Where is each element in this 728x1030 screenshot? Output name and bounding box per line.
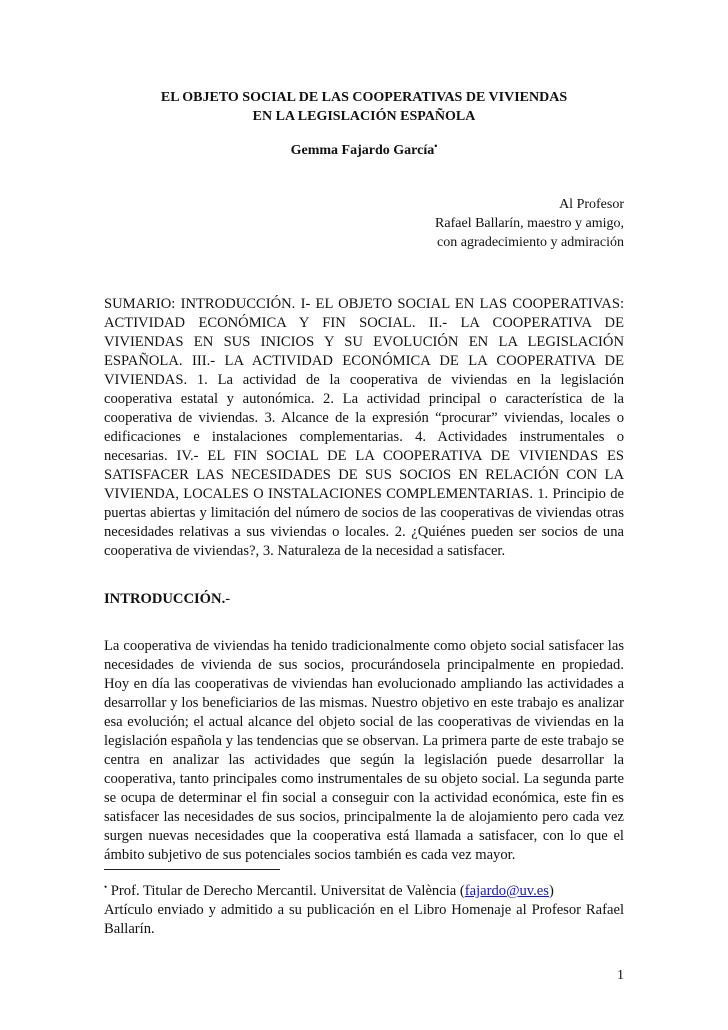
author-text: Gemma Fajardo García xyxy=(290,143,435,158)
footnote-line-2: Artículo enviado y admitido a su publicación en el Libro Homenaje al Profesor Rafael Ballarín. xyxy=(104,902,624,937)
footnote-mark: • xyxy=(104,882,108,892)
footnote-text-end: ) xyxy=(548,883,554,899)
author-email-link[interactable]: fajardo@uv.es xyxy=(464,883,549,899)
author-name xyxy=(104,141,624,159)
dedication-line: Al Profesor xyxy=(559,197,624,212)
paper-title-line-1: EL OBJETO SOCIAL DE LAS COOPERATIVAS DE VIVIENDAS xyxy=(160,90,568,105)
footnote-text: Prof. Titular de Derecho Mercantil. Universitat de València ( xyxy=(107,883,465,899)
section-heading-suffix: - xyxy=(225,591,231,607)
dedication-line: Rafael Ballarín, maestro y amigo, xyxy=(435,216,624,231)
section-heading-text: INTRODUCCIÓN. xyxy=(104,591,226,607)
introduction-paragraph: La cooperativa de viviendas ha tenido tradicionalmente como objeto social satisfacer las necesidades de vivienda de sus socios, procurándosela principalmente en propiedad. Hoy en día las cooperativas de viviendas han evolucionado ampliando las actividades a desarrollar y los beneficiarios de las mismas. Nuestro objetivo en este trabajo es analizar esa evolución; el actual alcance del objeto social de las cooperativas de viviendas en la legislación española y las tendencias que se observan. La primera parte de este trabajo se centra en analizar las actividades que según la legislación puede desarrollar la cooperativa, tanto principales como instrumentales de su objeto social. La segunda parte se ocupa de determinar el fin social a conseguir con la actividad económica, este fin es satisfacer las necesidades de sus socios, principalmente la de alojamiento pero cada vez surgen nuevas necesidades que la cooperativa está llamada a satisfacer, con lo que el ámbito subjetivo de sus potenciales socios también es cada vez mayor. xyxy=(104,638,624,863)
summary-paragraph: SUMARIO: INTRODUCCIÓN. I- EL OBJETO SOCIAL EN LAS COOPERATIVAS: ACTIVIDAD ECONÓMICA Y FIN SOCIAL. II.- LA COOPERATIVA DE VIVIENDAS EN SUS INICIOS Y SU EVOLUCIÓN EN LA LEGISLACIÓN ESPAÑOLA. III.- LA ACTIVIDAD ECONÓMICA DE LA COOPERATIVA DE VIVIENDAS. 1. La actividad de la cooperativa de viviendas en la legislación cooperativa estatal y autonómica. 2. La actividad principal o característica de la cooperativa de viviendas. 3. Alcance de la expresión “procurar” viviendas, locales o edificaciones e instalaciones complementarias. 4. Actividades instrumentales o necesarias. IV.- EL FIN SOCIAL DE LA COOPERATIVA DE VIVIENDAS ES SATISFACER LAS NECESIDADES DE SUS SOCIOS EN RELACIÓN CON LA VIVIENDA, LOCALES O INSTALACIONES COMPLEMENTARIAS. 1. Principio de puertas abiertas y limitación del número de socios de las cooperativas de viviendas otras necesidades relativas a sus viviendas o locales. 2. ¿Quiénes pueden ser socios de una cooperativa de viviendas?, 3. Naturaleza de la necesidad a satisfacer. xyxy=(104,296,624,559)
page-number: 1 xyxy=(617,968,624,983)
dedication xyxy=(435,195,624,252)
footnote-separator xyxy=(104,869,280,870)
footnote xyxy=(104,878,624,939)
section-heading xyxy=(104,591,230,608)
author-footnote-mark: • xyxy=(434,141,438,151)
dedication-line: con agradecimiento y admiración xyxy=(437,235,624,250)
paper-title-line-2: EN LA LEGISLACIÓN ESPAÑOLA xyxy=(252,109,476,124)
